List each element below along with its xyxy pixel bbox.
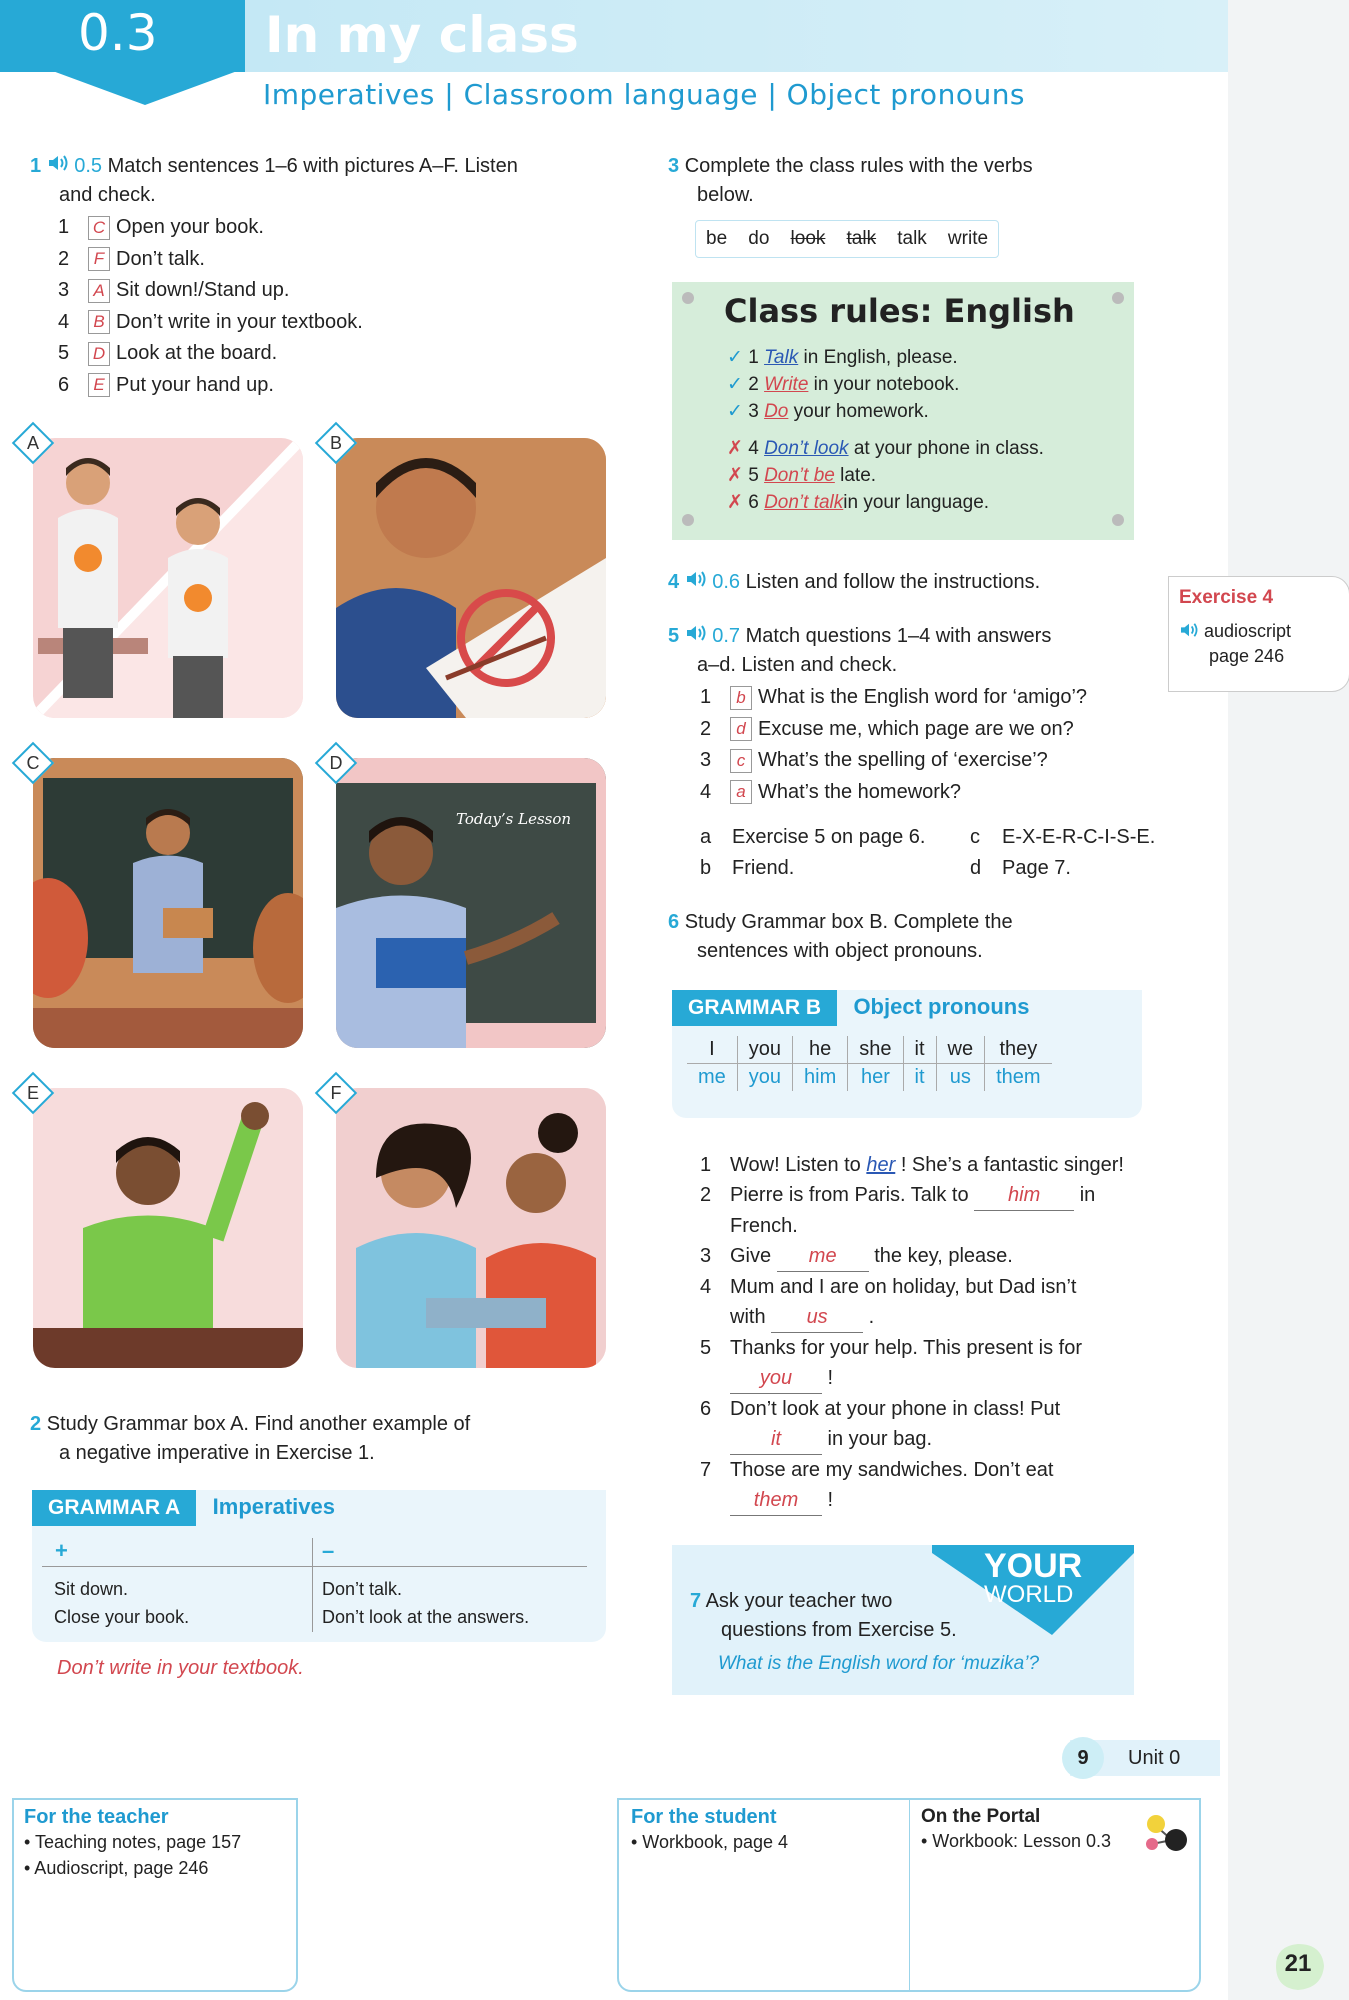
exercise-2-answer: Don’t write in your textbook. bbox=[57, 1657, 304, 1679]
negative-examples: Don’t talk. Don’t look at the answers. bbox=[322, 1579, 530, 1627]
picture-label-b: B bbox=[315, 422, 357, 464]
list-item: 5 D Look at the board. bbox=[58, 342, 278, 364]
picture-label-a: A bbox=[12, 422, 54, 464]
list-item: 2 Pierre is from Paris. Talk to him in bbox=[700, 1180, 1200, 1211]
list-item: ✓ 3 Do your homework. bbox=[727, 401, 929, 422]
grammar-a-title: Imperatives bbox=[212, 1494, 335, 1519]
exercise-1-list bbox=[58, 212, 618, 401]
exercise-6-instruction: 6 Study Grammar box B. Complete the sentences with object pronouns. bbox=[668, 911, 1013, 962]
exercise-6-sentences: 1 Wow! Listen to her ! She’s a fantastic singer! 2 Pierre is from Paris. Talk to him in French. 3 Give me the key, please. 4 Mum and I are on holiday, but Dad isn’t with us . 5 Thanks for your help. This present is for you ! 6 Don’t look at your phone in class! Put it in your bag. 7 Those are my sandwiches. Don’t eat them ! bbox=[700, 1150, 1200, 1516]
speaker-icon[interactable] bbox=[1179, 620, 1199, 644]
picture-label-e: E bbox=[12, 1072, 54, 1114]
grammar-b-head: GRAMMAR B bbox=[672, 990, 837, 1026]
unit-label: Unit 0 bbox=[1128, 1747, 1181, 1769]
answer-box[interactable]: b bbox=[730, 686, 752, 710]
exercise-7-instruction: 7 Ask your teacher two questions from Exercise 5. bbox=[690, 1590, 957, 1641]
picture-label-f: F bbox=[315, 1072, 357, 1114]
list-item: 7 Those are my sandwiches. Don’t eat bbox=[700, 1459, 1054, 1481]
grammar-box-b bbox=[672, 990, 1142, 1118]
list-item: 1 Wow! Listen to her ! She’s a fantastic singer! bbox=[700, 1154, 1124, 1176]
list-item: 2 F Don’t talk. bbox=[58, 247, 205, 270]
portal-icon[interactable] bbox=[1142, 1812, 1192, 1856]
lesson-number: 0.3 bbox=[78, 4, 158, 62]
speaker-icon[interactable] bbox=[47, 152, 69, 181]
portal-section: On the Portal • Workbook: Lesson 0.3 bbox=[921, 1806, 1112, 1851]
list-item: 1 C Open your book. bbox=[58, 216, 264, 238]
picture-c bbox=[33, 758, 303, 1048]
your-world-box bbox=[672, 1545, 1134, 1695]
positive-examples: Sit down. Close your book. bbox=[54, 1579, 190, 1627]
picture-b bbox=[336, 438, 606, 718]
list-item: 3 c What’s the spelling of ‘exercise’? bbox=[700, 749, 1048, 771]
rules-list bbox=[727, 344, 1044, 516]
answer-box[interactable]: C bbox=[88, 216, 110, 240]
pin-icon bbox=[1112, 514, 1124, 526]
exercise-5-instruction: 5 0.7 Match questions 1–4 with answers a–d. Listen and check. bbox=[668, 622, 1188, 680]
pronoun-table: I you he she it we they me you him her it us them bbox=[687, 1036, 1052, 1091]
grammar-a-head: GRAMMAR A bbox=[32, 1490, 196, 1526]
sidenote-box: Exercise 4 audioscript page 246 bbox=[1168, 576, 1349, 692]
answer-box[interactable]: E bbox=[88, 373, 110, 397]
list-item: 6 E Put your hand up. bbox=[58, 373, 274, 396]
minus-sign: – bbox=[322, 1538, 335, 1563]
teacher-page-badge bbox=[1270, 1940, 1326, 1992]
list-item: ✓ 1 Talk in English, please. bbox=[727, 347, 958, 368]
answer-box[interactable]: a bbox=[730, 780, 752, 804]
exercise-1-track: 0.5 bbox=[74, 155, 103, 177]
badge-text: WORLD bbox=[984, 1581, 1074, 1608]
picture-e bbox=[33, 1088, 303, 1368]
list-item: 4 a What’s the homework? bbox=[700, 780, 962, 803]
list-item: ✗ 5 Don’t be late. bbox=[727, 465, 877, 486]
list-item: 3 Give me the key, please. bbox=[700, 1241, 1200, 1272]
list-item: ✗ 4 Don’t look at your phone in class. bbox=[727, 438, 1044, 459]
list-item: 3 A Sit down!/Stand up. bbox=[58, 279, 290, 301]
picture-f bbox=[336, 1088, 606, 1368]
list-item: 1 b What is the English word for ‘amigo’? bbox=[700, 686, 1088, 708]
answer-box[interactable]: d bbox=[730, 717, 752, 741]
board-text: Today’s Lesson bbox=[456, 810, 572, 828]
exercise-5-answers: a Exercise 5 on page 6. c E-X-E-R-C-I-S-E. b Friend. d Page 7. bbox=[700, 826, 1156, 879]
pin-icon bbox=[682, 514, 694, 526]
exercise-3-instruction: 3 Complete the class rules with the verbs below. bbox=[668, 155, 1033, 206]
exercise-7-example: What is the English word for ‘muzika’? bbox=[718, 1653, 1040, 1674]
for-student-box bbox=[617, 1798, 1201, 1992]
grammar-b-title: Object pronouns bbox=[853, 994, 1030, 1019]
lesson-tab-arrow bbox=[50, 70, 240, 105]
answer-box[interactable]: c bbox=[730, 749, 752, 773]
answer-box[interactable]: F bbox=[88, 247, 110, 271]
picture-label-d: D bbox=[315, 742, 357, 784]
verb-box: be do look talk talk write bbox=[695, 220, 999, 258]
exercise-4-instruction: 4 0.6 Listen and follow the instructions. bbox=[668, 568, 1188, 597]
divider bbox=[909, 1800, 910, 1990]
exercise-5-questions bbox=[700, 682, 1200, 808]
picture-label-c: C bbox=[12, 742, 54, 784]
list-item: 2 d Excuse me, which page are we on? bbox=[700, 717, 1074, 740]
exercise-1-number: 1 bbox=[30, 155, 42, 177]
grammar-box-a bbox=[32, 1490, 606, 1642]
plus-sign: + bbox=[55, 1538, 68, 1563]
side-margin bbox=[1228, 0, 1349, 2000]
teacher-page-number: 21 bbox=[1284, 1950, 1312, 1977]
pin-icon bbox=[682, 292, 694, 304]
picture-d bbox=[336, 758, 606, 1048]
pin-icon bbox=[1112, 292, 1124, 304]
list-item: 6 Don’t look at your phone in class! Put bbox=[700, 1398, 1061, 1420]
exercise-2-instruction: 2 Study Grammar box A. Find another example of a negative imperative in Exercise 1. bbox=[30, 1413, 471, 1464]
lesson-subtitle: Imperatives | Classroom language | Object pronouns bbox=[263, 78, 1026, 111]
badge-text: YOUR bbox=[984, 1547, 1083, 1585]
list-item: 4 B Don’t write in your textbook. bbox=[58, 310, 363, 333]
divider bbox=[312, 1538, 313, 1632]
picture-a bbox=[33, 438, 303, 718]
list-item: 4 Mum and I are on holiday, but Dad isn’t bbox=[700, 1276, 1077, 1298]
answer-box[interactable]: A bbox=[88, 279, 110, 303]
for-teacher-box: For the teacher • Teaching notes, page 157 • Audioscript, page 246 bbox=[12, 1798, 298, 1992]
list-item: ✓ 2 Write in your notebook. bbox=[727, 374, 960, 395]
divider bbox=[42, 1566, 587, 1567]
list-item: ✗ 6 Don’t talkin your language. bbox=[727, 492, 990, 513]
for-student-section: For the student • Workbook, page 4 bbox=[631, 1806, 789, 1852]
card-title: Class rules: English bbox=[724, 292, 1075, 330]
page-number: 9 bbox=[1062, 1737, 1104, 1779]
lesson-title: In my class bbox=[265, 6, 579, 64]
exercise-1-instruction: 1 0.5 Match sentences 1–6 with pictures A–F. Listen and check. bbox=[30, 152, 630, 210]
speaker-icon[interactable] bbox=[685, 568, 707, 597]
answer-box[interactable]: B bbox=[88, 310, 110, 334]
answer-box[interactable]: D bbox=[88, 342, 110, 366]
class-rules-card bbox=[672, 282, 1134, 540]
list-item: 5 Thanks for your help. This present is for bbox=[700, 1337, 1083, 1359]
speaker-icon[interactable] bbox=[685, 622, 707, 651]
